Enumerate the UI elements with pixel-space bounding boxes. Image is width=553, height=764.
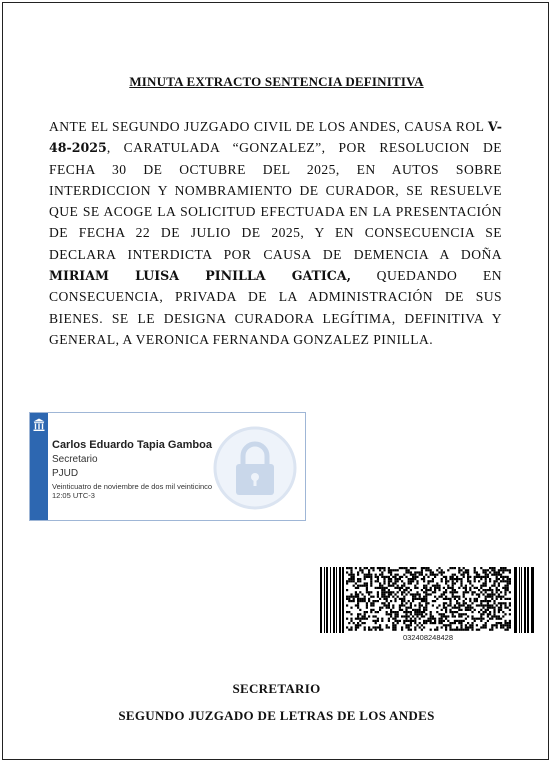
- courthouse-icon: [33, 418, 45, 432]
- barcode-number: 032408248428: [402, 633, 454, 642]
- footer-court: SEGUNDO JUZGADO DE LETRAS DE LOS ANDES: [118, 708, 435, 723]
- signature-date: Veinticuatro de noviembre de dos mil veinticinco: [52, 482, 213, 491]
- electronic-signature-box: [29, 412, 306, 521]
- body-part-2: , CARATULADA “GONZALEZ”, POR RESOLUCION DE FECHA 30 DE OCTUBRE DEL 2025, EN AUTOS SOBRE INTERDICCION Y NOMBRAMIENTO DE CURADOR, SE RESUELVE QUE SE ACOGE LA SOLICITUD EFECTUADA EN LA PRESENTACIÓN DE FECHA 22 DE JULIO DE 2025, Y EN CONSECUENCIA SE DECLARA INTERDICTA POR CAUSA DE DEMENCIA A DOÑA: [49, 140, 502, 262]
- barcode-image: [320, 567, 536, 633]
- signature-side-bar: [30, 413, 48, 520]
- body-part-3: QUEDANDO EN CONSECUENCIA, PRIVADA DE LA ADMINISTRACIÓN DE SUS BIENES. SE LE DESIGNA CURADORA LEGÍTIMA, DEFINITIVA Y GENERAL, A VERONICA FERNANDA GONZALEZ PINILLA.: [49, 268, 503, 347]
- document-title: MINUTA EXTRACTO SENTENCIA DEFINITIVA: [129, 74, 424, 89]
- signer-name: Carlos Eduardo Tapia Gamboa: [52, 439, 212, 451]
- document-body: [49, 116, 502, 350]
- interdicted-person: MIRIAM LUISA PINILLA GATICA,: [49, 268, 351, 284]
- lock-icon: [212, 425, 298, 511]
- signature-time: 12:05 UTC-3: [52, 491, 95, 500]
- body-part-1: ANTE EL SEGUNDO JUZGADO CIVIL DE LOS ANDES, CAUSA ROL: [49, 119, 488, 134]
- signer-organization: PJUD: [52, 468, 79, 479]
- case-rol: V-48-2025: [49, 119, 502, 156]
- footer-role: SECRETARIO: [232, 681, 321, 696]
- signer-role: Secretario: [52, 454, 98, 465]
